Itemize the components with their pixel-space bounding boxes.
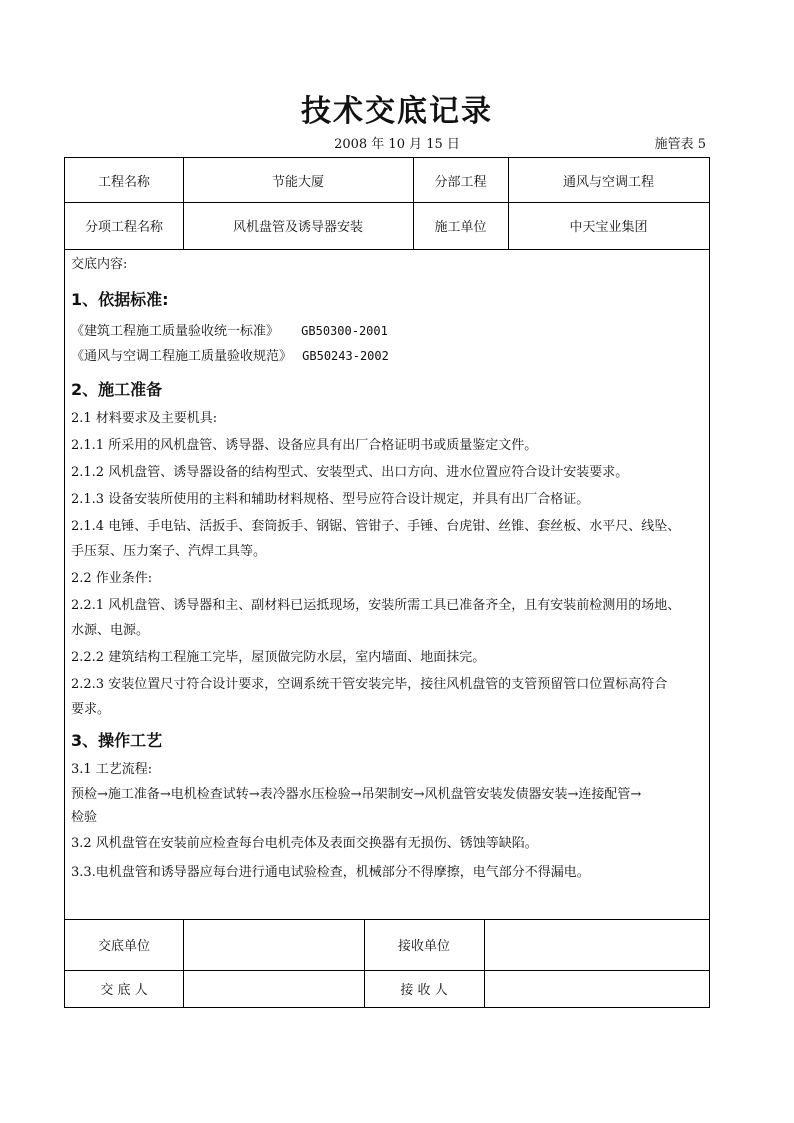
para-2-1-2: 2.1.2 风机盘管、诱导器设备的结构型式、安装型式、出口方向、进水位置应符合设计安装要求。	[71, 465, 629, 480]
standard-1-name: 《建筑工程施工质量验收统一标准》	[71, 324, 280, 339]
issuer-label: 交 底 人	[100, 983, 148, 998]
receiver-value[interactable]	[484, 970, 709, 1007]
contractor-value: 中天宝业集团	[569, 220, 648, 235]
header-table-bottom	[65, 249, 709, 250]
para-2-2-2: 2.2.2 建筑结构工程施工完毕，屋顶做完防水层，室内墙面、地面抹完。	[71, 650, 486, 665]
document-date: 2008 年 10 月 15 日	[334, 137, 460, 152]
para-2-2-1-line1: 2.2.1 风机盘管、诱导器和主、副材料已运抵现场，安装所需工具已准备齐全，且有安装前检测用的场地、	[71, 598, 681, 613]
para-2-2-1-line2: 水源、电源。	[71, 623, 150, 638]
para-2-1-4-line1: 2.1.4 电锤、手电钻、活扳手、套筒扳手、钢锯、管钳子、手锤、台虎钳、丝锥、套丝板、水平尺、线坠、	[71, 519, 681, 534]
record-form	[64, 157, 710, 1008]
para-2-1-3: 2.1.3 设备安装所使用的主料和辅助材料规格、型号应符合设计规定，并具有出厂合格证。	[71, 492, 590, 507]
para-3-2: 3.2 风机盘管在安装前应检查每台电机壳体及表面交换器有无损伤、锈蚀等缺陷。	[71, 836, 538, 851]
standard-2	[71, 348, 703, 365]
issuing-unit-value[interactable]	[183, 919, 364, 970]
para-2-1: 2.1 材料要求及主要机具:	[71, 411, 218, 426]
receiver-label: 接 收 人	[400, 983, 448, 998]
receiving-unit-value[interactable]	[484, 919, 709, 970]
division-label: 分部工程	[434, 174, 487, 190]
para-2-2-3-line2: 要求。	[71, 702, 111, 717]
para-2-1-4-line2: 手压泵、压力案子、汽焊工具等。	[71, 544, 267, 559]
process-flow-line1: 预检→施工准备→电机检查试转→表冷器水压检验→吊架制安→风机盘管安装发债器安装→连接配管→	[71, 787, 642, 802]
receiving-unit-label: 接收单位	[397, 939, 450, 954]
document-title: 技术交底记录	[301, 94, 493, 129]
contractor-label: 施工单位	[434, 220, 487, 235]
para-2-2: 2.2 作业条件:	[71, 571, 153, 586]
section-2-heading: 2、施工准备	[71, 380, 163, 399]
standard-1	[71, 323, 703, 340]
project-name-label: 工程名称	[97, 174, 150, 190]
para-3-1: 3.1 工艺流程:	[71, 762, 153, 777]
section-3-heading: 3、操作工艺	[71, 731, 163, 750]
issuer-value[interactable]	[183, 970, 364, 1007]
para-2-1-1: 2.1.1 所采用的风机盘管、诱导器、设备应具有出厂合格证明书或质量鉴定文件。	[71, 438, 538, 453]
issuing-unit-label: 交底单位	[97, 939, 150, 954]
subitem-name-value: 风机盘管及诱导器安装	[232, 220, 363, 235]
subitem-name-label: 分项工程名称	[84, 220, 163, 235]
process-flow-line2: 检验	[71, 810, 98, 825]
standard-2-name: 《通风与空调工程施工质量验收规范》	[71, 349, 293, 364]
division-value: 通风与空调工程	[562, 174, 654, 190]
section-1-heading: 1、依据标准:	[71, 290, 169, 309]
content-intro: 交底内容:	[71, 257, 128, 272]
para-2-2-3-line1: 2.2.3 安装位置尺寸符合设计要求，空调系统干管安装完毕，接往风机盘管的支管预留管口位置标高符合	[71, 677, 668, 692]
standard-1-code: GB50300-2001	[301, 324, 388, 338]
standard-2-code: GB50243-2002	[302, 349, 389, 363]
briefing-content	[71, 256, 703, 881]
para-3-3: 3.3.电机盘管和诱导器应每台进行通电试验检查，机械部分不得摩擦，电气部分不得漏电。	[71, 865, 590, 880]
form-number: 施管表 5	[654, 137, 706, 152]
project-name-value: 节能大厦	[271, 174, 324, 190]
